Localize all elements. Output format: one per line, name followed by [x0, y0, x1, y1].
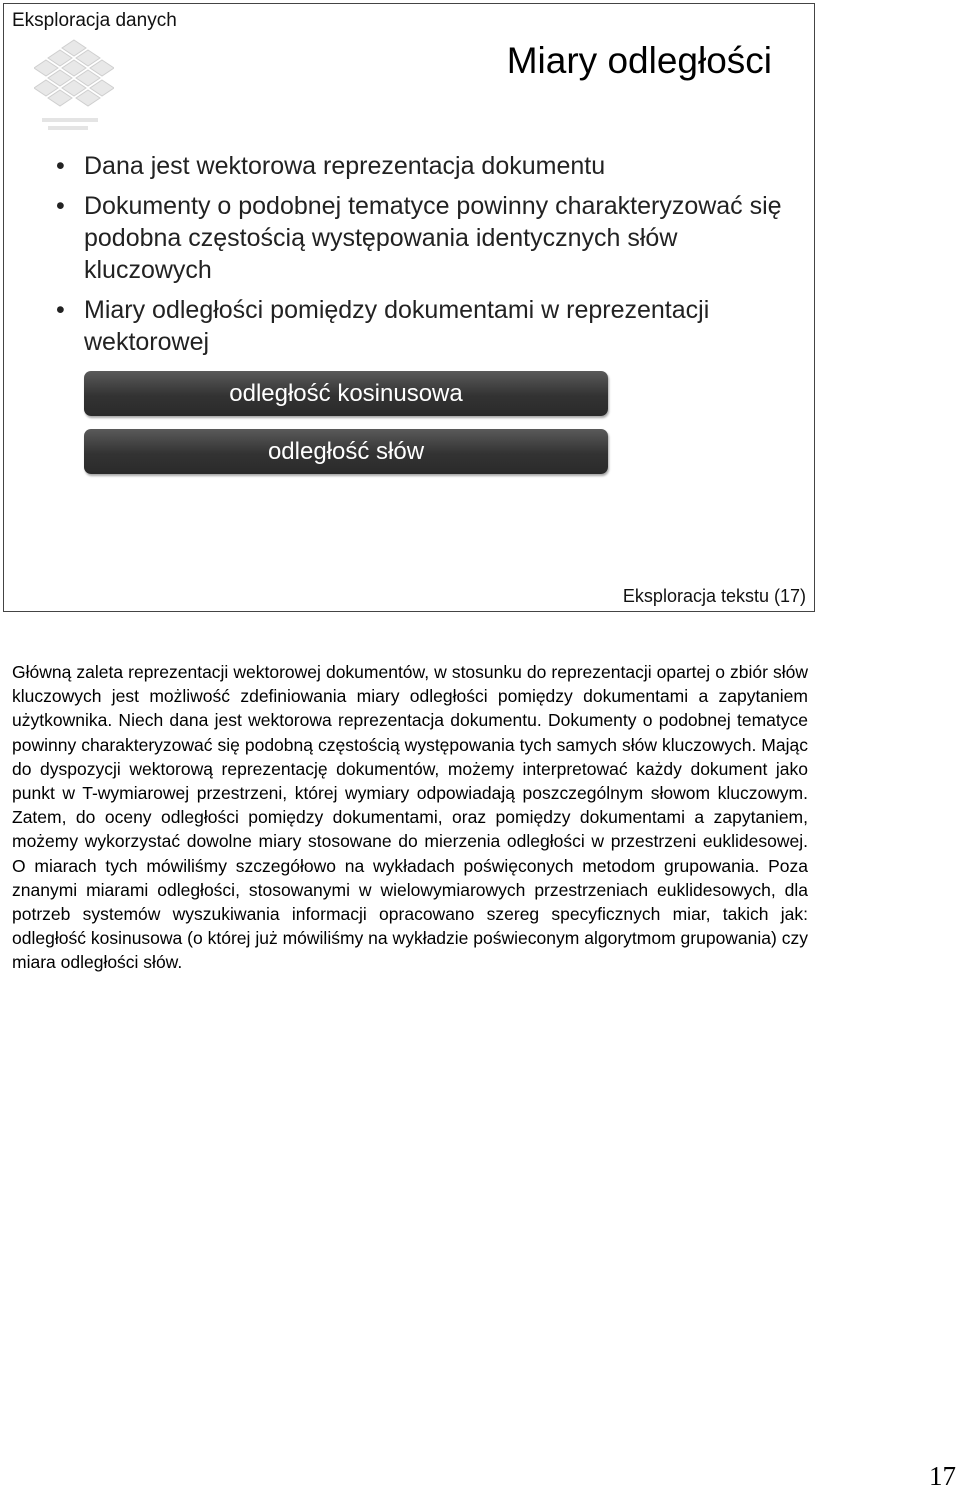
- bullet-dot: •: [56, 192, 65, 220]
- bullet-dot: •: [56, 152, 65, 180]
- bullet-dot: •: [56, 296, 65, 324]
- slide-title: Miary odległości: [506, 40, 772, 81]
- page-number: 17: [929, 1461, 956, 1491]
- bullet-list: [52, 150, 792, 366]
- bullet-item: [52, 190, 792, 286]
- cosine-distance-box: odległość kosinusowa: [84, 371, 608, 416]
- slide-frame: [3, 3, 815, 612]
- slide-footer: Eksploracja tekstu (17): [622, 586, 806, 606]
- tiled-grid-logo-icon: [34, 38, 114, 136]
- bullet-text: Dokumenty o podobnej tematyce powinny charakteryzować się podobna częstością występowania identycznych słów kluczowych: [84, 192, 782, 284]
- bullet-text: Miary odległości pomiędzy dokumentami w reprezentacji wektorowej: [84, 296, 710, 356]
- bullet-text: Dana jest wektorowa reprezentacja dokumentu: [84, 152, 606, 180]
- course-name: Eksploracja danych: [12, 10, 177, 31]
- bullet-item: [52, 150, 792, 182]
- bullet-item: [52, 294, 792, 358]
- lecture-notes: Główną zaleta reprezentacji wektorowej dokumentów, w stosunku do reprezentacji opartej o zbiór słów kluczowych jest możliwość zdefiniowania miary odległości pomiędzy dokumentami a zapytaniem użytkownika. Niech dana jest wektorowa reprezentacja dokumentu. Dokumenty o podobnej tematyce powinny charakteryzować się podobną częstością występowania tych samych słów kluczowych. Mając do dyspozycji wektorową reprezentację dokumentów, możemy interpretować każdy dokument jako punkt w T-wymiarowej przestrzeni, której wymiary odpowiadają poszczególnym słowom kluczowym. Zatem, do oceny odległości pomiędzy dokumentami, oraz pomiędzy dokumentami a zapytaniem, możemy wykorzystać dowolne miary stosowane do mierzenia odległości w przestrzeni euklidesowej. O miarach tych mówiliśmy szczegółowo na wykładach poświęconych metodom grupowania. Poza znanymi miarami odległości, stosowanymi w wielowymiarowych przestrzeniach euklidesowych, dla potrzeb systemów wyszukiwania informacji opracowano szereg specyficznych miar, takich jak: odległość kosinusowa (o której już mówiliśmy na wykładzie poświeconym algorytmom grupowania) czy miara odległości słów.: [12, 662, 808, 973]
- word-distance-box: odległość słów: [84, 429, 608, 474]
